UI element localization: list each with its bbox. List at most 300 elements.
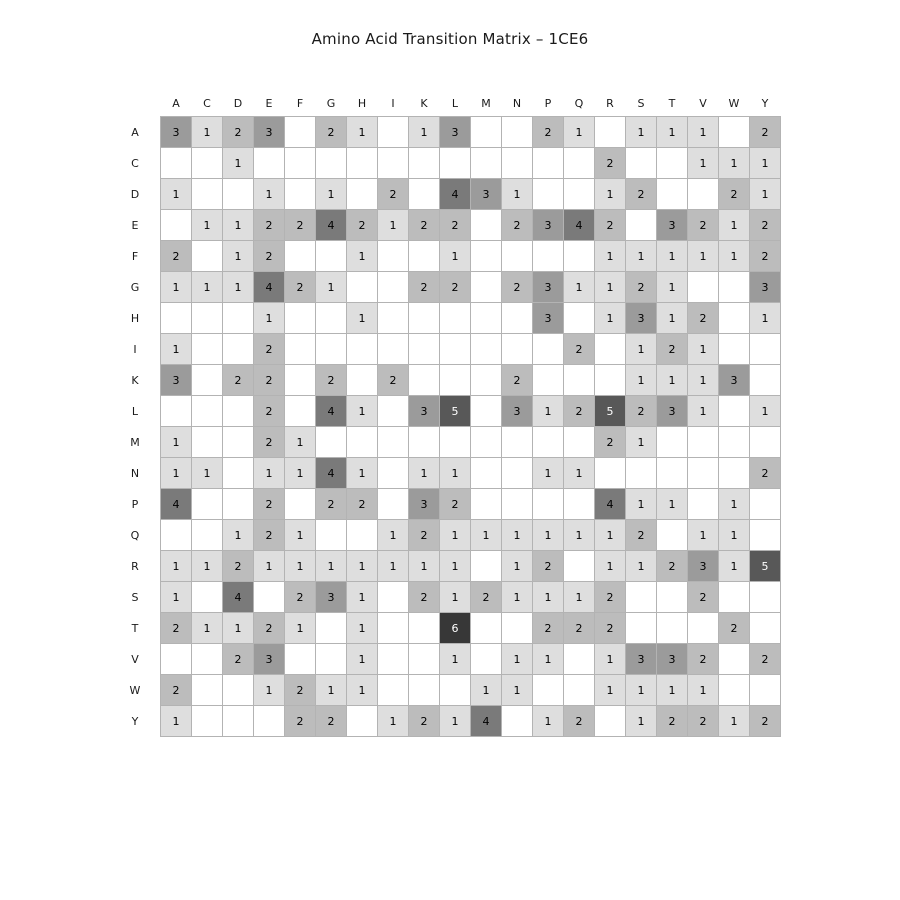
matrix-cell — [471, 489, 502, 520]
matrix-cell — [347, 179, 378, 210]
matrix-cell — [471, 117, 502, 148]
matrix-cell: 2 — [378, 179, 409, 210]
matrix-cell — [378, 582, 409, 613]
matrix-cell — [750, 675, 781, 706]
matrix-cell — [409, 179, 440, 210]
matrix-cell — [719, 427, 750, 458]
matrix-cell: 2 — [688, 303, 719, 334]
matrix-cell — [285, 303, 316, 334]
matrix-cell: 1 — [161, 551, 192, 582]
matrix-cell — [471, 551, 502, 582]
matrix-cell: 2 — [161, 241, 192, 272]
matrix-cell — [440, 427, 471, 458]
matrix-cell — [192, 148, 223, 179]
matrix-cell — [440, 148, 471, 179]
matrix-cell — [409, 365, 440, 396]
matrix-cell — [285, 117, 316, 148]
matrix-cell: 3 — [657, 396, 688, 427]
matrix-cell: 1 — [595, 179, 626, 210]
matrix-cell: 2 — [564, 706, 595, 737]
matrix-cell: 1 — [440, 706, 471, 737]
matrix-cell: 2 — [564, 334, 595, 365]
row-header: V — [131, 652, 139, 666]
matrix-cell — [471, 272, 502, 303]
matrix-cell: 2 — [378, 365, 409, 396]
matrix-cell: 1 — [533, 644, 564, 675]
row-header: M — [130, 435, 140, 449]
matrix-cell: 2 — [409, 582, 440, 613]
matrix-cell: 2 — [750, 241, 781, 272]
matrix-cell: 2 — [750, 210, 781, 241]
column-header: L — [451, 97, 459, 110]
matrix-cell: 1 — [161, 272, 192, 303]
matrix-cell: 2 — [626, 396, 657, 427]
matrix-cell: 2 — [595, 210, 626, 241]
matrix-cell: 2 — [316, 117, 347, 148]
matrix-cell: 1 — [533, 582, 564, 613]
column-header: N — [512, 97, 522, 110]
matrix-cell: 1 — [564, 582, 595, 613]
matrix-cell — [657, 613, 688, 644]
matrix-cell: 1 — [192, 551, 223, 582]
matrix-cell — [440, 365, 471, 396]
matrix-cell: 1 — [502, 179, 533, 210]
matrix-cell — [254, 582, 285, 613]
matrix-cell — [688, 272, 719, 303]
matrix-cell — [316, 613, 347, 644]
matrix-cell: 1 — [595, 303, 626, 334]
matrix-cell — [223, 489, 254, 520]
matrix-cell — [688, 613, 719, 644]
matrix-cell: 1 — [688, 365, 719, 396]
row-header: L — [131, 404, 139, 418]
matrix-cell: 1 — [254, 179, 285, 210]
matrix-cell — [533, 489, 564, 520]
matrix-row — [120, 458, 781, 489]
matrix-cell: 3 — [626, 303, 657, 334]
matrix-cell: 1 — [657, 117, 688, 148]
matrix-cell: 1 — [440, 520, 471, 551]
matrix-cell — [316, 520, 347, 551]
matrix-cell: 1 — [347, 458, 378, 489]
matrix-cell: 2 — [595, 582, 626, 613]
matrix-cell: 2 — [533, 117, 564, 148]
matrix-cell: 2 — [316, 365, 347, 396]
matrix-cell: 1 — [223, 148, 254, 179]
matrix-cell: 1 — [688, 520, 719, 551]
matrix-cell — [285, 644, 316, 675]
matrix-cell — [409, 675, 440, 706]
matrix-cell — [533, 675, 564, 706]
matrix-cell — [192, 644, 223, 675]
matrix-cell — [502, 489, 533, 520]
matrix-cell: 3 — [502, 396, 533, 427]
matrix-cell — [626, 582, 657, 613]
matrix-cell — [161, 520, 192, 551]
matrix-cell — [564, 675, 595, 706]
matrix-cell — [378, 458, 409, 489]
matrix-cell: 2 — [409, 272, 440, 303]
matrix-cell: 1 — [719, 520, 750, 551]
matrix-cell: 1 — [564, 117, 595, 148]
matrix-cell: 1 — [254, 303, 285, 334]
matrix-cell — [719, 644, 750, 675]
matrix-cell — [533, 365, 564, 396]
transition-matrix — [120, 84, 781, 737]
matrix-cell: 2 — [254, 427, 285, 458]
matrix-cell: 1 — [285, 520, 316, 551]
column-header: F — [296, 97, 304, 110]
matrix-cell — [223, 706, 254, 737]
matrix-cell: 4 — [316, 458, 347, 489]
matrix-cell — [192, 427, 223, 458]
matrix-cell — [502, 613, 533, 644]
matrix-cell: 2 — [533, 613, 564, 644]
matrix-cell — [223, 427, 254, 458]
matrix-cell: 3 — [254, 644, 285, 675]
matrix-cell — [657, 520, 688, 551]
matrix-cell — [409, 241, 440, 272]
matrix-cell — [750, 334, 781, 365]
matrix-cell — [223, 458, 254, 489]
matrix-cell: 1 — [626, 117, 657, 148]
row-header: R — [131, 559, 139, 573]
row-header: E — [131, 218, 139, 232]
matrix-cell: 3 — [471, 179, 502, 210]
matrix-cell: 3 — [719, 365, 750, 396]
matrix-cell — [440, 334, 471, 365]
matrix-cell: 2 — [285, 272, 316, 303]
matrix-cell — [502, 241, 533, 272]
matrix-cell: 1 — [161, 179, 192, 210]
matrix-cell: 3 — [161, 365, 192, 396]
matrix-cell: 2 — [564, 396, 595, 427]
matrix-cell: 2 — [347, 210, 378, 241]
matrix-cell: 2 — [502, 272, 533, 303]
matrix-cell: 2 — [564, 613, 595, 644]
matrix-cell: 3 — [316, 582, 347, 613]
matrix-table — [120, 84, 781, 737]
matrix-cell: 1 — [378, 551, 409, 582]
matrix-cell — [626, 458, 657, 489]
row-header: S — [131, 590, 139, 604]
matrix-cell — [378, 117, 409, 148]
matrix-cell: 3 — [533, 210, 564, 241]
matrix-cell — [378, 613, 409, 644]
matrix-cell: 1 — [471, 675, 502, 706]
matrix-cell — [657, 179, 688, 210]
matrix-cell: 1 — [254, 458, 285, 489]
matrix-cell — [347, 148, 378, 179]
matrix-cell: 1 — [688, 396, 719, 427]
matrix-cell: 3 — [409, 489, 440, 520]
matrix-cell: 2 — [750, 117, 781, 148]
matrix-cell: 1 — [657, 272, 688, 303]
matrix-cell: 1 — [347, 582, 378, 613]
matrix-cell: 2 — [502, 210, 533, 241]
matrix-cell — [750, 365, 781, 396]
matrix-cell: 2 — [533, 551, 564, 582]
matrix-cell: 1 — [285, 551, 316, 582]
matrix-cell: 1 — [657, 675, 688, 706]
matrix-cell: 1 — [719, 551, 750, 582]
matrix-cell: 1 — [440, 644, 471, 675]
matrix-cell — [161, 396, 192, 427]
matrix-cell: 2 — [750, 644, 781, 675]
matrix-cell — [564, 303, 595, 334]
matrix-cell: 1 — [347, 303, 378, 334]
matrix-cell: 1 — [626, 706, 657, 737]
matrix-cell — [316, 241, 347, 272]
matrix-cell: 1 — [347, 644, 378, 675]
matrix-cell: 3 — [440, 117, 471, 148]
matrix-row — [120, 706, 781, 737]
matrix-cell: 3 — [688, 551, 719, 582]
matrix-cell — [378, 272, 409, 303]
matrix-cell: 1 — [502, 582, 533, 613]
column-header: R — [606, 97, 614, 110]
matrix-cell: 2 — [223, 551, 254, 582]
matrix-corner — [120, 84, 161, 117]
matrix-cell — [564, 241, 595, 272]
matrix-cell: 1 — [161, 334, 192, 365]
matrix-cell: 2 — [657, 706, 688, 737]
column-header: W — [728, 97, 740, 110]
matrix-cell: 1 — [316, 179, 347, 210]
matrix-cell: 2 — [161, 675, 192, 706]
matrix-cell — [192, 675, 223, 706]
matrix-cell — [750, 582, 781, 613]
matrix-cell — [471, 644, 502, 675]
matrix-cell: 2 — [347, 489, 378, 520]
matrix-cell: 3 — [533, 272, 564, 303]
matrix-cell — [533, 179, 564, 210]
matrix-cell — [285, 148, 316, 179]
matrix-row — [120, 365, 781, 396]
matrix-cell — [440, 303, 471, 334]
matrix-cell — [192, 241, 223, 272]
matrix-cell — [378, 675, 409, 706]
matrix-cell — [471, 303, 502, 334]
matrix-cell: 1 — [533, 396, 564, 427]
matrix-cell: 2 — [626, 179, 657, 210]
matrix-cell — [719, 675, 750, 706]
matrix-cell: 2 — [409, 210, 440, 241]
matrix-cell — [192, 520, 223, 551]
matrix-cell — [657, 427, 688, 458]
matrix-cell: 1 — [471, 520, 502, 551]
row-header: H — [130, 311, 140, 325]
column-header: Q — [574, 97, 584, 110]
row-header: W — [129, 683, 141, 697]
matrix-cell — [533, 334, 564, 365]
matrix-cell — [564, 427, 595, 458]
matrix-cell — [285, 179, 316, 210]
matrix-cell: 1 — [347, 117, 378, 148]
matrix-cell: 4 — [223, 582, 254, 613]
matrix-cell: 2 — [254, 365, 285, 396]
matrix-cell: 1 — [347, 551, 378, 582]
matrix-cell — [502, 458, 533, 489]
matrix-cell: 1 — [223, 272, 254, 303]
matrix-cell: 1 — [688, 241, 719, 272]
row-header: C — [131, 156, 139, 170]
matrix-cell: 2 — [440, 272, 471, 303]
matrix-cell — [192, 489, 223, 520]
matrix-row — [120, 148, 781, 179]
matrix-cell: 6 — [440, 613, 471, 644]
matrix-cell: 2 — [223, 365, 254, 396]
matrix-cell: 1 — [719, 148, 750, 179]
matrix-cell — [378, 241, 409, 272]
row-header: A — [131, 125, 139, 139]
matrix-cell — [378, 396, 409, 427]
matrix-cell: 1 — [347, 396, 378, 427]
matrix-cell — [626, 148, 657, 179]
matrix-cell — [192, 396, 223, 427]
matrix-cell — [223, 396, 254, 427]
matrix-cell: 5 — [750, 551, 781, 582]
matrix-cell: 1 — [347, 241, 378, 272]
matrix-cell — [440, 675, 471, 706]
matrix-cell — [719, 334, 750, 365]
matrix-cell: 1 — [595, 551, 626, 582]
matrix-cell: 2 — [688, 706, 719, 737]
matrix-cell: 1 — [564, 272, 595, 303]
matrix-cell — [192, 303, 223, 334]
matrix-cell — [750, 520, 781, 551]
matrix-cell: 2 — [657, 334, 688, 365]
matrix-cell — [688, 179, 719, 210]
matrix-cell — [595, 365, 626, 396]
matrix-cell: 2 — [750, 706, 781, 737]
matrix-cell — [595, 706, 626, 737]
matrix-cell: 1 — [440, 241, 471, 272]
matrix-row — [120, 210, 781, 241]
matrix-cell: 1 — [192, 613, 223, 644]
matrix-cell — [192, 365, 223, 396]
matrix-cell — [502, 303, 533, 334]
matrix-cell: 1 — [657, 489, 688, 520]
row-header: Q — [130, 528, 140, 542]
matrix-cell — [192, 706, 223, 737]
matrix-cell: 1 — [502, 520, 533, 551]
matrix-cell: 1 — [223, 241, 254, 272]
column-header: V — [699, 97, 707, 110]
matrix-cell — [316, 303, 347, 334]
matrix-cell: 1 — [285, 427, 316, 458]
matrix-cell: 2 — [285, 706, 316, 737]
matrix-row — [120, 613, 781, 644]
matrix-cell — [192, 179, 223, 210]
matrix-cell: 4 — [316, 396, 347, 427]
matrix-header — [120, 84, 781, 117]
matrix-cell: 3 — [657, 210, 688, 241]
matrix-cell: 1 — [657, 303, 688, 334]
matrix-cell: 2 — [285, 675, 316, 706]
matrix-cell: 2 — [316, 489, 347, 520]
matrix-cell — [409, 334, 440, 365]
page-title: Amino Acid Transition Matrix – 1CE6 — [311, 30, 589, 48]
matrix-cell: 1 — [347, 675, 378, 706]
matrix-cell: 2 — [316, 706, 347, 737]
matrix-cell: 1 — [750, 148, 781, 179]
matrix-cell — [161, 644, 192, 675]
matrix-cell: 5 — [595, 396, 626, 427]
matrix-cell: 2 — [223, 644, 254, 675]
matrix-cell: 1 — [688, 148, 719, 179]
matrix-cell — [750, 613, 781, 644]
matrix-cell: 1 — [688, 675, 719, 706]
matrix-cell — [502, 706, 533, 737]
matrix-cell — [347, 706, 378, 737]
matrix-cell: 1 — [533, 706, 564, 737]
column-header: I — [391, 97, 395, 110]
matrix-cell — [192, 582, 223, 613]
matrix-cell: 1 — [719, 706, 750, 737]
matrix-cell: 1 — [347, 613, 378, 644]
matrix-cell: 1 — [316, 272, 347, 303]
matrix-cell — [564, 551, 595, 582]
matrix-cell — [719, 396, 750, 427]
matrix-cell — [564, 365, 595, 396]
matrix-cell: 2 — [254, 489, 285, 520]
matrix-cell: 3 — [254, 117, 285, 148]
matrix-cell: 2 — [595, 427, 626, 458]
matrix-cell: 2 — [254, 241, 285, 272]
matrix-cell — [688, 458, 719, 489]
matrix-cell: 1 — [626, 365, 657, 396]
matrix-cell: 1 — [719, 489, 750, 520]
matrix-cell — [719, 582, 750, 613]
column-header: H — [357, 97, 367, 110]
row-header: Y — [131, 714, 139, 728]
matrix-row — [120, 427, 781, 458]
matrix-cell: 2 — [502, 365, 533, 396]
matrix-cell — [688, 489, 719, 520]
matrix-cell: 2 — [409, 520, 440, 551]
matrix-body — [120, 117, 781, 737]
matrix-cell — [719, 303, 750, 334]
matrix-cell — [595, 117, 626, 148]
matrix-cell — [471, 148, 502, 179]
matrix-row — [120, 241, 781, 272]
matrix-cell: 4 — [161, 489, 192, 520]
matrix-row — [120, 179, 781, 210]
matrix-cell — [471, 427, 502, 458]
matrix-cell — [161, 303, 192, 334]
matrix-cell: 4 — [254, 272, 285, 303]
matrix-cell — [409, 613, 440, 644]
matrix-cell — [254, 706, 285, 737]
matrix-cell — [347, 365, 378, 396]
matrix-cell: 1 — [440, 582, 471, 613]
matrix-cell — [409, 303, 440, 334]
matrix-cell: 1 — [316, 675, 347, 706]
matrix-cell — [316, 334, 347, 365]
matrix-cell: 1 — [719, 241, 750, 272]
matrix-cell: 1 — [192, 210, 223, 241]
matrix-cell: 2 — [626, 520, 657, 551]
matrix-cell: 1 — [409, 551, 440, 582]
matrix-cell — [564, 644, 595, 675]
matrix-row — [120, 303, 781, 334]
column-header: Y — [761, 97, 769, 110]
matrix-cell: 2 — [254, 396, 285, 427]
row-header: D — [130, 187, 140, 201]
column-header: P — [544, 97, 552, 110]
column-header: G — [326, 97, 336, 110]
